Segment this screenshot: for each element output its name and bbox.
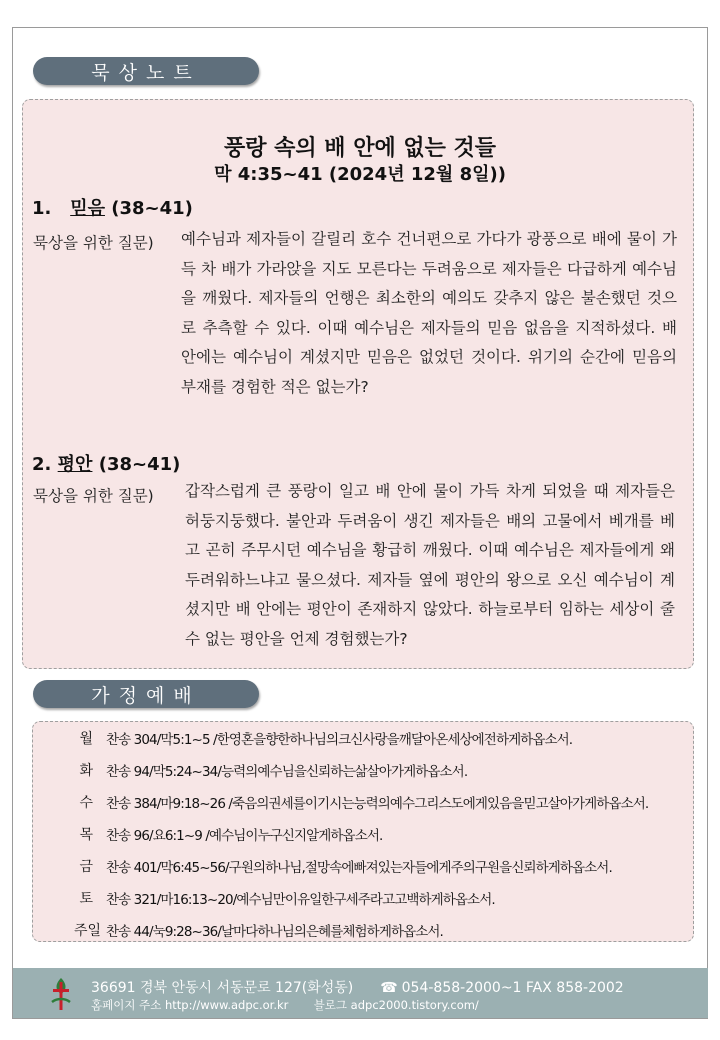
section-range: (38~41)	[98, 454, 181, 475]
worship-day: 토	[79, 891, 93, 907]
footer-web-line	[91, 997, 479, 1013]
footer-bar	[13, 968, 708, 1018]
section-keyword: 믿음	[70, 198, 105, 219]
worship-day: 주일	[73, 923, 101, 939]
worship-row-wed	[33, 790, 648, 814]
worship-text: 찬송 321/마16:13~20/예수님만이유일한구세주라고고백하게하옵소서.	[106, 892, 495, 908]
question-text: 예수님과 제자들이 갈릴리 호수 건너편으로 가다가 광풍으로 배에 물이 가득 차 배가 가라앉을 지도 모른다는 두려움으로 제자들은 다급하게 예수님을 깨웠다. 제자들의 언행은 최소한의 예의도 갖추지 않은 불손했던 것으로 추측할 수 있다. 이때 예수님은 제자들의 믿음 없음을 지적하셨다. 배 안에는 예수님이 계셨지만 믿음은 없었던 것이다. 위기의 순간에 믿음의 부재를 경험한 적은 없는가?	[181, 230, 677, 396]
homepage-link[interactable]: 홈페이지 주소 http://www.adpc.or.kr	[91, 998, 289, 1012]
worship-row-tue	[33, 758, 467, 782]
section-keyword: 평안	[57, 454, 93, 475]
church-address: 36691 경북 안동시 서동문로 127(화성동)	[91, 980, 354, 996]
question-label: 묵상을 위한 질문)	[33, 234, 154, 252]
section-number: 2.	[32, 454, 52, 475]
worship-text: 찬송 401/막6:45~56/구원의하나님,절망속에빠져있는자들에게주의구원을신뢰하게하옵소서.	[106, 860, 612, 876]
blog-link[interactable]: 블로그 adpc2000.tistory.com/	[313, 998, 479, 1012]
section-heading-peace	[32, 450, 180, 476]
question-text: 갑작스럽게 큰 풍랑이 일고 배 안에 물이 가득 차게 되었을 때 제자들은 허둥지둥했다. 불안과 두려움이 생긴 제자들은 배의 고물에서 베개를 베고 곤히 주무시던 예수님을 황급히 깨웠다. 이때 예수님은 제자들에게 왜 두려워하느냐고 물으셨다. 제자들 옆에 평안의 왕으로 오신 예수님이 계셨지만 배 안에는 평안이 존재하지 않았다. 하늘로부터 임하는 세상이 줄 수 없는 평안을 언제 경험했는가?	[185, 482, 675, 648]
family-worship-section-label: 가정예배	[33, 680, 259, 708]
worship-row-thu	[33, 822, 382, 846]
worship-row-sat	[33, 886, 495, 910]
worship-text: 찬송 304/막5:1~5 /한영혼을향한하나님의크신사랑을깨달아온세상에전하게하옵소서.	[106, 732, 573, 748]
worship-day: 목	[79, 827, 93, 843]
worship-row-sun	[33, 918, 443, 942]
church-cross-icon	[50, 976, 72, 1012]
worship-text: 찬송 384/마9:18~26 /죽음의권세를이기시는능력의예수그리스도에게있음을믿고살아가게하옵소서.	[106, 796, 649, 812]
worship-row-mon	[33, 726, 572, 750]
worship-text: 찬송 96/요6:1~9 /예수님이누구신지알게하옵소서.	[106, 828, 383, 844]
section-number: 1.	[32, 198, 52, 219]
worship-text: 찬송 44/눅9:28~36/날마다하나님의은혜를체험하게하옵소서.	[106, 924, 443, 940]
section-range: (38~41)	[111, 198, 193, 219]
worship-text: 찬송 94/막5:24~34/능력의예수님을신뢰하는삶살아가게하옵소서.	[106, 764, 468, 780]
worship-row-fri	[33, 854, 612, 878]
worship-day: 월	[79, 731, 93, 747]
phone-fax: 054-858-2000~1 FAX 858-2002	[401, 980, 624, 996]
worship-day: 금	[79, 859, 93, 875]
sermon-title: 풍랑 속의 배 안에 없는 것들	[223, 136, 497, 161]
meditation-section-label: 묵상노트	[33, 57, 259, 85]
question-label: 묵상을 위한 질문)	[33, 487, 154, 505]
family-worship-box	[32, 721, 694, 942]
section-heading-faith	[32, 194, 193, 220]
worship-day: 수	[79, 795, 93, 811]
footer-contact-line	[91, 977, 624, 997]
phone-icon: ☎	[380, 980, 398, 996]
scripture-reference: 막 4:35~41 (2024년 12월 8일))	[214, 164, 506, 185]
worship-day: 화	[79, 763, 93, 779]
